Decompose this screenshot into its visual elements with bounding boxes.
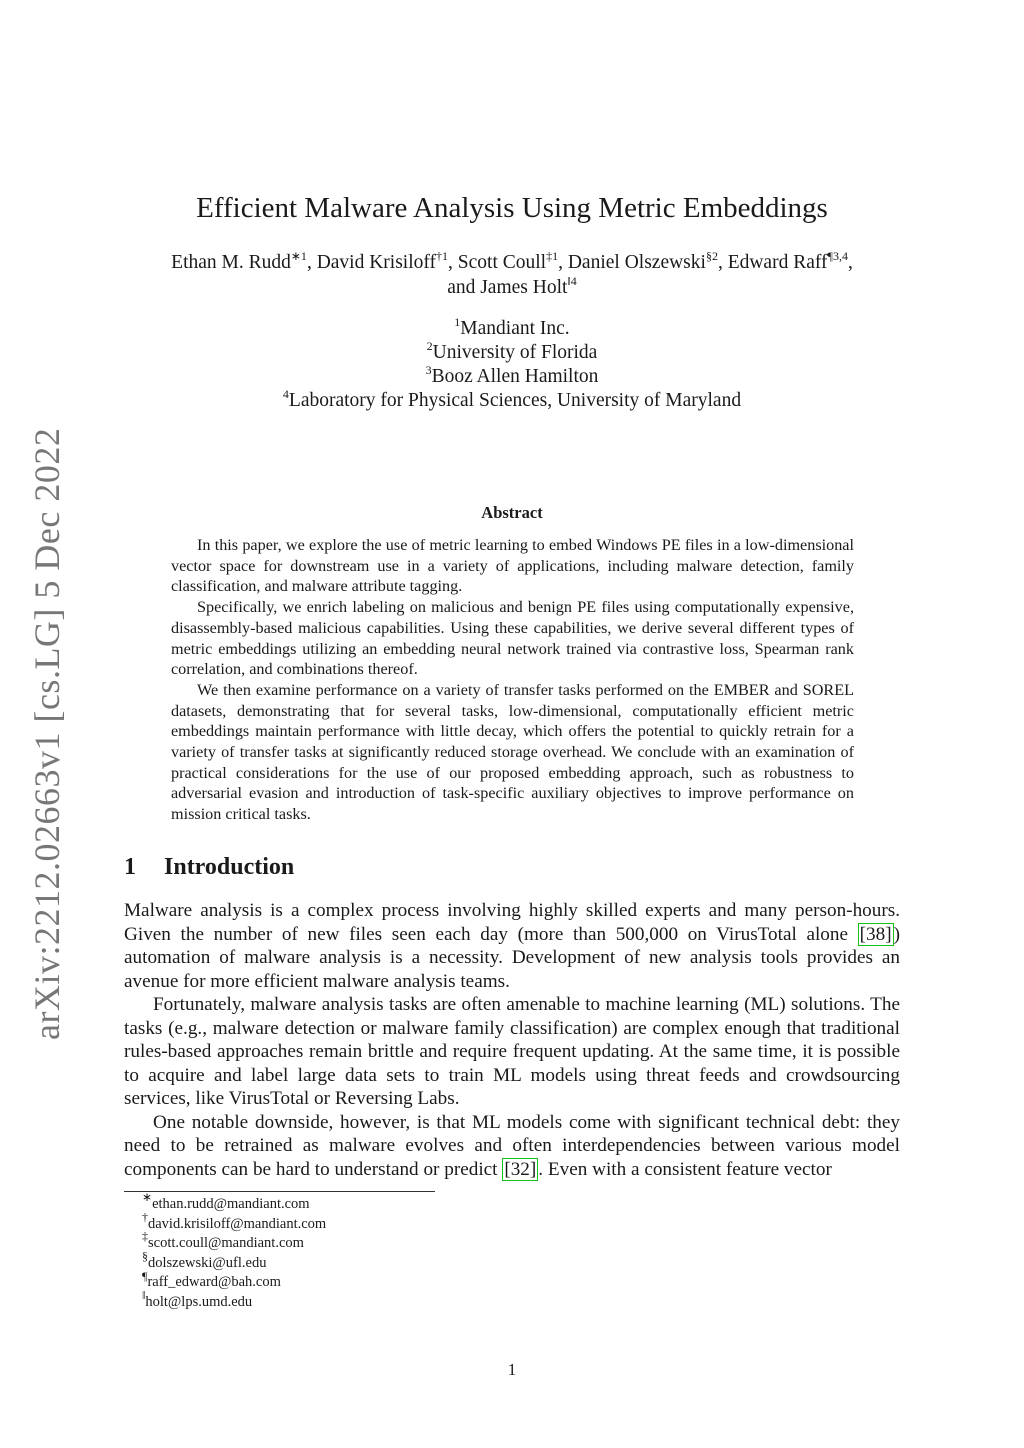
citation-link[interactable]: [32]: [504, 1158, 537, 1180]
affiliation: [0, 314, 1024, 341]
affiliation: [0, 338, 1024, 365]
author-name: Edward Raff: [727, 252, 828, 273]
author-mark: ‡1: [546, 248, 559, 263]
affiliation-number: 4: [282, 386, 289, 401]
footnote-email: ethan.rudd@mandiant.com: [152, 1196, 310, 1212]
author-name: James Holt: [480, 277, 568, 298]
abstract-paragraph: We then examine performance on a variety of transfer tasks performed on the EMBER and SOREL datasets, demonstrating that for several tasks, low-dimensional, computationally efficient metric embeddings maintain performance with little decay, which offers the potential to quickly retrain for a variety of transfer tasks at significantly reduced storage overhead. We conclude with an examination of practical considerations for the use of our proposed embedding approach, such as robustness to adversarial evasion and introduction of task-specific auxiliary objectives to improve performance on mission critical tasks.: [171, 680, 854, 824]
footnote-mark: §: [142, 1248, 148, 1263]
section-number: 1: [124, 854, 136, 880]
author-mark: ¶3,4: [827, 248, 848, 263]
footnote-mark: ¶: [142, 1268, 148, 1283]
footnote: [142, 1248, 326, 1274]
footnote-email: scott.coull@mandiant.com: [148, 1235, 304, 1252]
affiliation: [0, 386, 1024, 413]
abstract-paragraph: Specifically, we enrich labeling on malicious and benign PE files using computationally expensive, disassembly-based malicious capabilities. Using these capabilities, we derive several different types of metric embeddings utilizing an embedding neural network trained via contrastive loss, Spearman rank correlation, and combinations thereof.: [171, 598, 854, 679]
paragraph-text: One notable downside, however, is that ML models come with significant technical debt: they need to be retrained as malware evolves and often interdependencies between various model components can be hard to understand or predict: [124, 1111, 900, 1180]
author-mark: ‖4: [567, 273, 577, 288]
body-paragraph: [124, 1111, 900, 1182]
author-name: Scott Coull: [457, 252, 547, 273]
paper-title: Efficient Malware Analysis Using Metric Embeddings: [196, 192, 828, 224]
author-name: David Krisiloff: [316, 252, 437, 273]
footnote: [142, 1190, 326, 1215]
footnote: [142, 1268, 326, 1293]
author-mark: §2: [705, 248, 718, 263]
arxiv-identifier: arXiv:2212.02663v1 [cs.LG] 5 Dec 2022: [27, 427, 67, 1040]
author-mark: †1: [436, 248, 449, 263]
footnote-mark: ∗: [142, 1190, 153, 1205]
paragraph-text: . Even with a consistent feature vector: [538, 1158, 832, 1180]
paragraph-text: ) automation of malware analysis is a necessity. Development of new analysis tools provides an avenue for more efficient malware analysis teams.: [124, 923, 900, 992]
affiliation-name: University of Florida: [432, 342, 598, 363]
abstract-body: [171, 535, 854, 825]
footnote-email: david.krisiloff@mandiant.com: [148, 1215, 327, 1232]
affiliation-name: Mandiant Inc.: [460, 318, 570, 339]
section-heading-introduction: [124, 852, 294, 882]
author-list: Ethan M. Rudd$^{∗1}$, David Krisiloff$^{\dagger 1}$, Scott Coull$^{\ddagger 1}$, Daniel Olszewski$^{\S 2}$, Edward Raff$^{\P 3,4}$, and James Holt$^{‖4}$: [171, 248, 853, 298]
page-number: 1: [507, 1360, 517, 1379]
footnote-email: dolszewski@ufl.edu: [148, 1254, 267, 1271]
author-mark: ∗1: [290, 248, 307, 263]
section-title: Introduction: [164, 854, 295, 880]
abstract-heading: Abstract: [481, 503, 543, 522]
footnote: [142, 1229, 326, 1254]
affiliation-number: 1: [454, 314, 461, 329]
footnote-list: [142, 1190, 327, 1313]
body-paragraph: [124, 899, 900, 993]
citation-link[interactable]: [38]: [859, 923, 892, 945]
body-paragraph: Fortunately, malware analysis tasks are often amenable to machine learning (ML) solutions. The tasks (e.g., malware detection or malware family classification) are complex enough that traditional rules-based approaches remain brittle and require frequent updating. At the same time, it is possible to acquire and label large data sets to train ML models using threat feeds and crowdsourcing services, like VirusTotal or Reversing Labs.: [124, 994, 900, 1109]
affiliation-name: Booz Allen Hamilton: [431, 366, 599, 387]
paragraph-text: Malware analysis is a complex process involving highly skilled experts and many person-hours. Given the number of new files seen each day (more than 500,000 on VirusTotal alone: [124, 900, 900, 945]
abstract-paragraph: In this paper, we explore the use of metric learning to embed Windows PE files in a low-dimensional vector space for downstream use in a variety of applications, including malware detection, family classification, and malware attribute tagging.: [171, 536, 854, 596]
affiliation-list: [0, 314, 1024, 413]
affiliation: [0, 362, 1024, 389]
author-name: Daniel Olszewski: [567, 252, 706, 273]
footnote-email: raff_edward@bah.com: [147, 1274, 281, 1291]
affiliation-number: 2: [426, 338, 433, 353]
affiliation-name: Laboratory for Physical Sciences, University of Maryland: [288, 390, 742, 411]
footnote-mark: †: [142, 1209, 148, 1224]
introduction-body: [124, 899, 900, 1181]
footnote: [142, 1209, 327, 1235]
footnote: [142, 1288, 326, 1313]
affiliation-number: 3: [425, 362, 432, 377]
author-name: Ethan M. Rudd: [171, 252, 291, 273]
footnote-divider: [124, 1191, 435, 1192]
footnote-email: holt@lps.umd.edu: [145, 1293, 253, 1310]
footnote-mark: ‡: [142, 1229, 148, 1244]
footnote-mark: ‖: [142, 1288, 146, 1303]
